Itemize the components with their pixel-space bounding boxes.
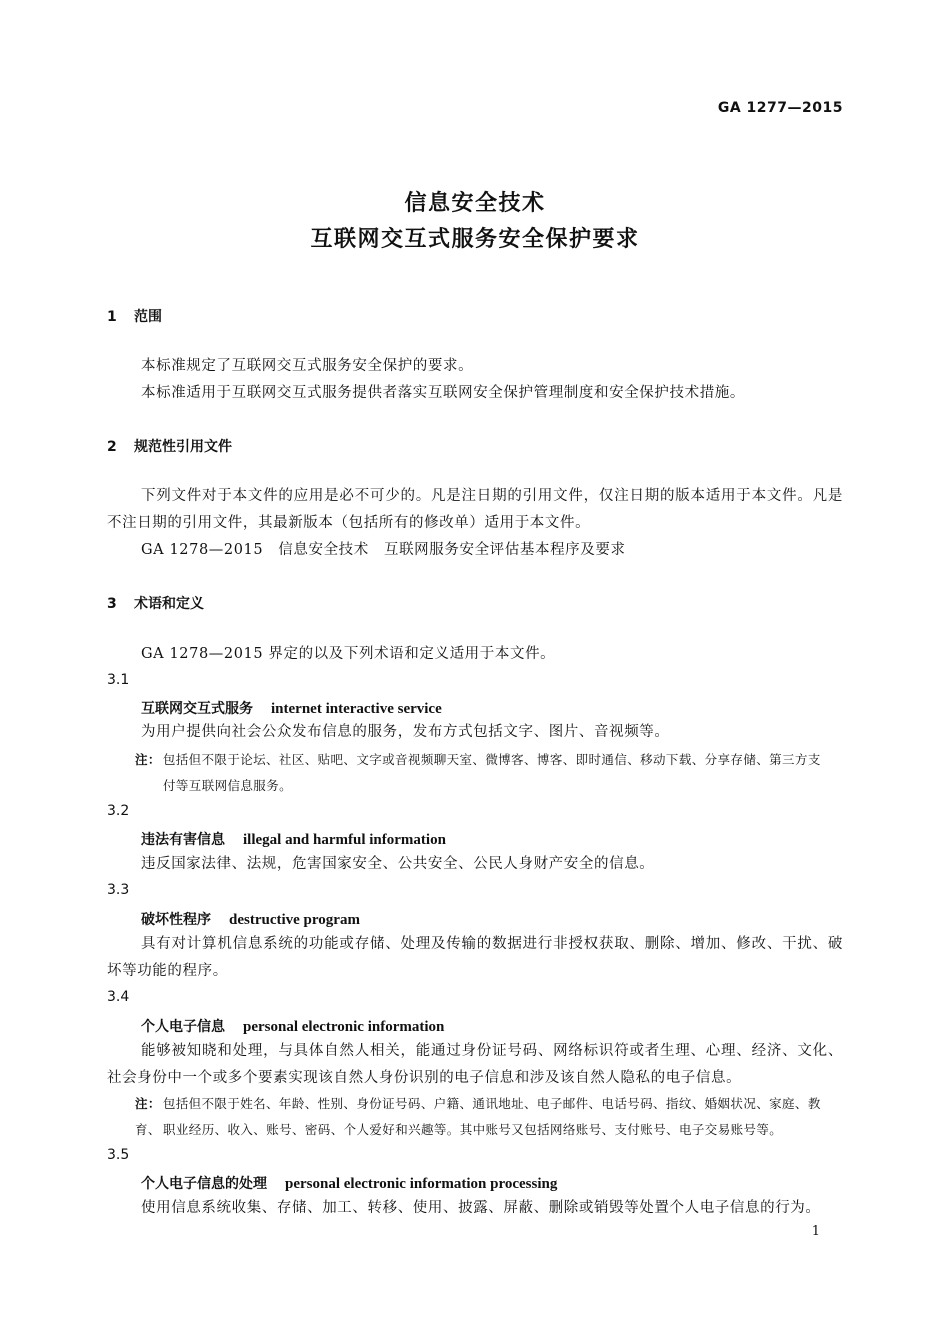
section-number: 2 [107, 439, 117, 455]
note-label: 注： [135, 1096, 161, 1111]
document-title-line1: 信息安全技术 [404, 191, 546, 216]
section-3-heading [107, 593, 204, 613]
section-1-heading [107, 306, 162, 326]
term-number: 3.4 [107, 989, 130, 1005]
term-heading [141, 1173, 557, 1193]
term-number: 3.2 [107, 803, 130, 819]
term-note-continuation: 付等互联网信息服务。 [163, 778, 293, 793]
term-definition: 为用户提供向社会公众发布信息的服务，发布方式包括文字、图片、音视频等。 [141, 724, 670, 740]
term-chinese: 互联网交互式服务 [141, 701, 253, 717]
term-note [135, 747, 843, 773]
term-number: 3.5 [107, 1147, 130, 1163]
section-title: 规范性引用文件 [134, 439, 232, 455]
section-number: 3 [107, 596, 117, 612]
term-english: illegal and harmful information [243, 832, 446, 848]
note-label: 注： [135, 752, 161, 767]
term-english: personal electronic information processing [285, 1176, 558, 1192]
term-heading [141, 1016, 444, 1036]
term-heading [141, 829, 446, 849]
term-chinese: 个人电子信息的处理 [141, 1176, 267, 1192]
term-definition: 违反国家法律、法规，危害国家安全、公共安全、公民人身财产安全的信息。 [141, 856, 655, 872]
section-2-reference: GA 1278—2015 信息安全技术 互联网服务安全评估基本程序及要求 [141, 542, 626, 558]
section-1-paragraph-2: 本标准适用于互联网交互式服务提供者落实互联网安全保护管理制度和安全保护技术措施。 [141, 385, 745, 401]
note-text: 包括但不限于姓名、年龄、性别、身份证号码、户籍、通讯地址、电子邮件、电话号码、指纹、婚姻状况、家庭、教育、 [135, 1096, 821, 1137]
section-title: 术语和定义 [134, 596, 204, 612]
term-english: internet interactive service [271, 701, 442, 717]
term-definition: 使用信息系统收集、存储、加工、转移、使用、披露、屏蔽、删除或销毁等处置个人电子信息的行为。 [141, 1200, 821, 1216]
term-english: destructive program [229, 912, 360, 928]
term-note-continuation: 职业经历、收入、账号、密码、个人爱好和兴趣等。其中账号又包括网络账号、支付账号、电子交易账号等。 [163, 1122, 783, 1137]
term-chinese: 破坏性程序 [141, 912, 211, 928]
term-definition: 能够被知晓和处理，与具体自然人相关，能通过身份证号码、网络标识符或者生理、心理、经济、文化、社会身份中一个或多个要素实现该自然人身份识别的电子信息和涉及该自然人隐私的电子信息。 [107, 1043, 843, 1086]
term-english: personal electronic information [243, 1019, 445, 1035]
section-title: 范围 [134, 309, 162, 325]
term-heading [141, 909, 360, 929]
section-1-paragraph-1: 本标准规定了互联网交互式服务安全保护的要求。 [141, 358, 474, 374]
note-text: 包括但不限于论坛、社区、贴吧、文字或音视频聊天室、微博客、博客、即时通信、移动下载、分享存储、第三方支 [162, 752, 821, 767]
section-3-intro: GA 1278—2015 界定的以及下列术语和定义适用于本文件。 [141, 646, 556, 662]
section-2-heading [107, 436, 232, 456]
section-number: 1 [107, 309, 117, 325]
term-definition: 具有对计算机信息系统的功能或存储、处理及传输的数据进行非授权获取、删除、增加、修改、干扰、破坏等功能的程序。 [107, 936, 843, 979]
page-number: 1 [811, 1224, 820, 1239]
term-chinese: 违法有害信息 [141, 832, 225, 848]
document-title-line2: 互联网交互式服务安全保护要求 [310, 227, 640, 252]
section-2-paragraph-1: 下列文件对于本文件的应用是必不可少的。凡是注日期的引用文件，仅注日期的版本适用于本文件。凡是不注日期的引用文件，其最新版本（包括所有的修改单）适用于本文件。 [107, 488, 843, 531]
standard-number: GA 1277—2015 [717, 100, 843, 116]
term-number: 3.1 [107, 672, 130, 688]
term-chinese: 个人电子信息 [141, 1019, 225, 1035]
term-heading [141, 698, 442, 718]
term-number: 3.3 [107, 882, 130, 898]
